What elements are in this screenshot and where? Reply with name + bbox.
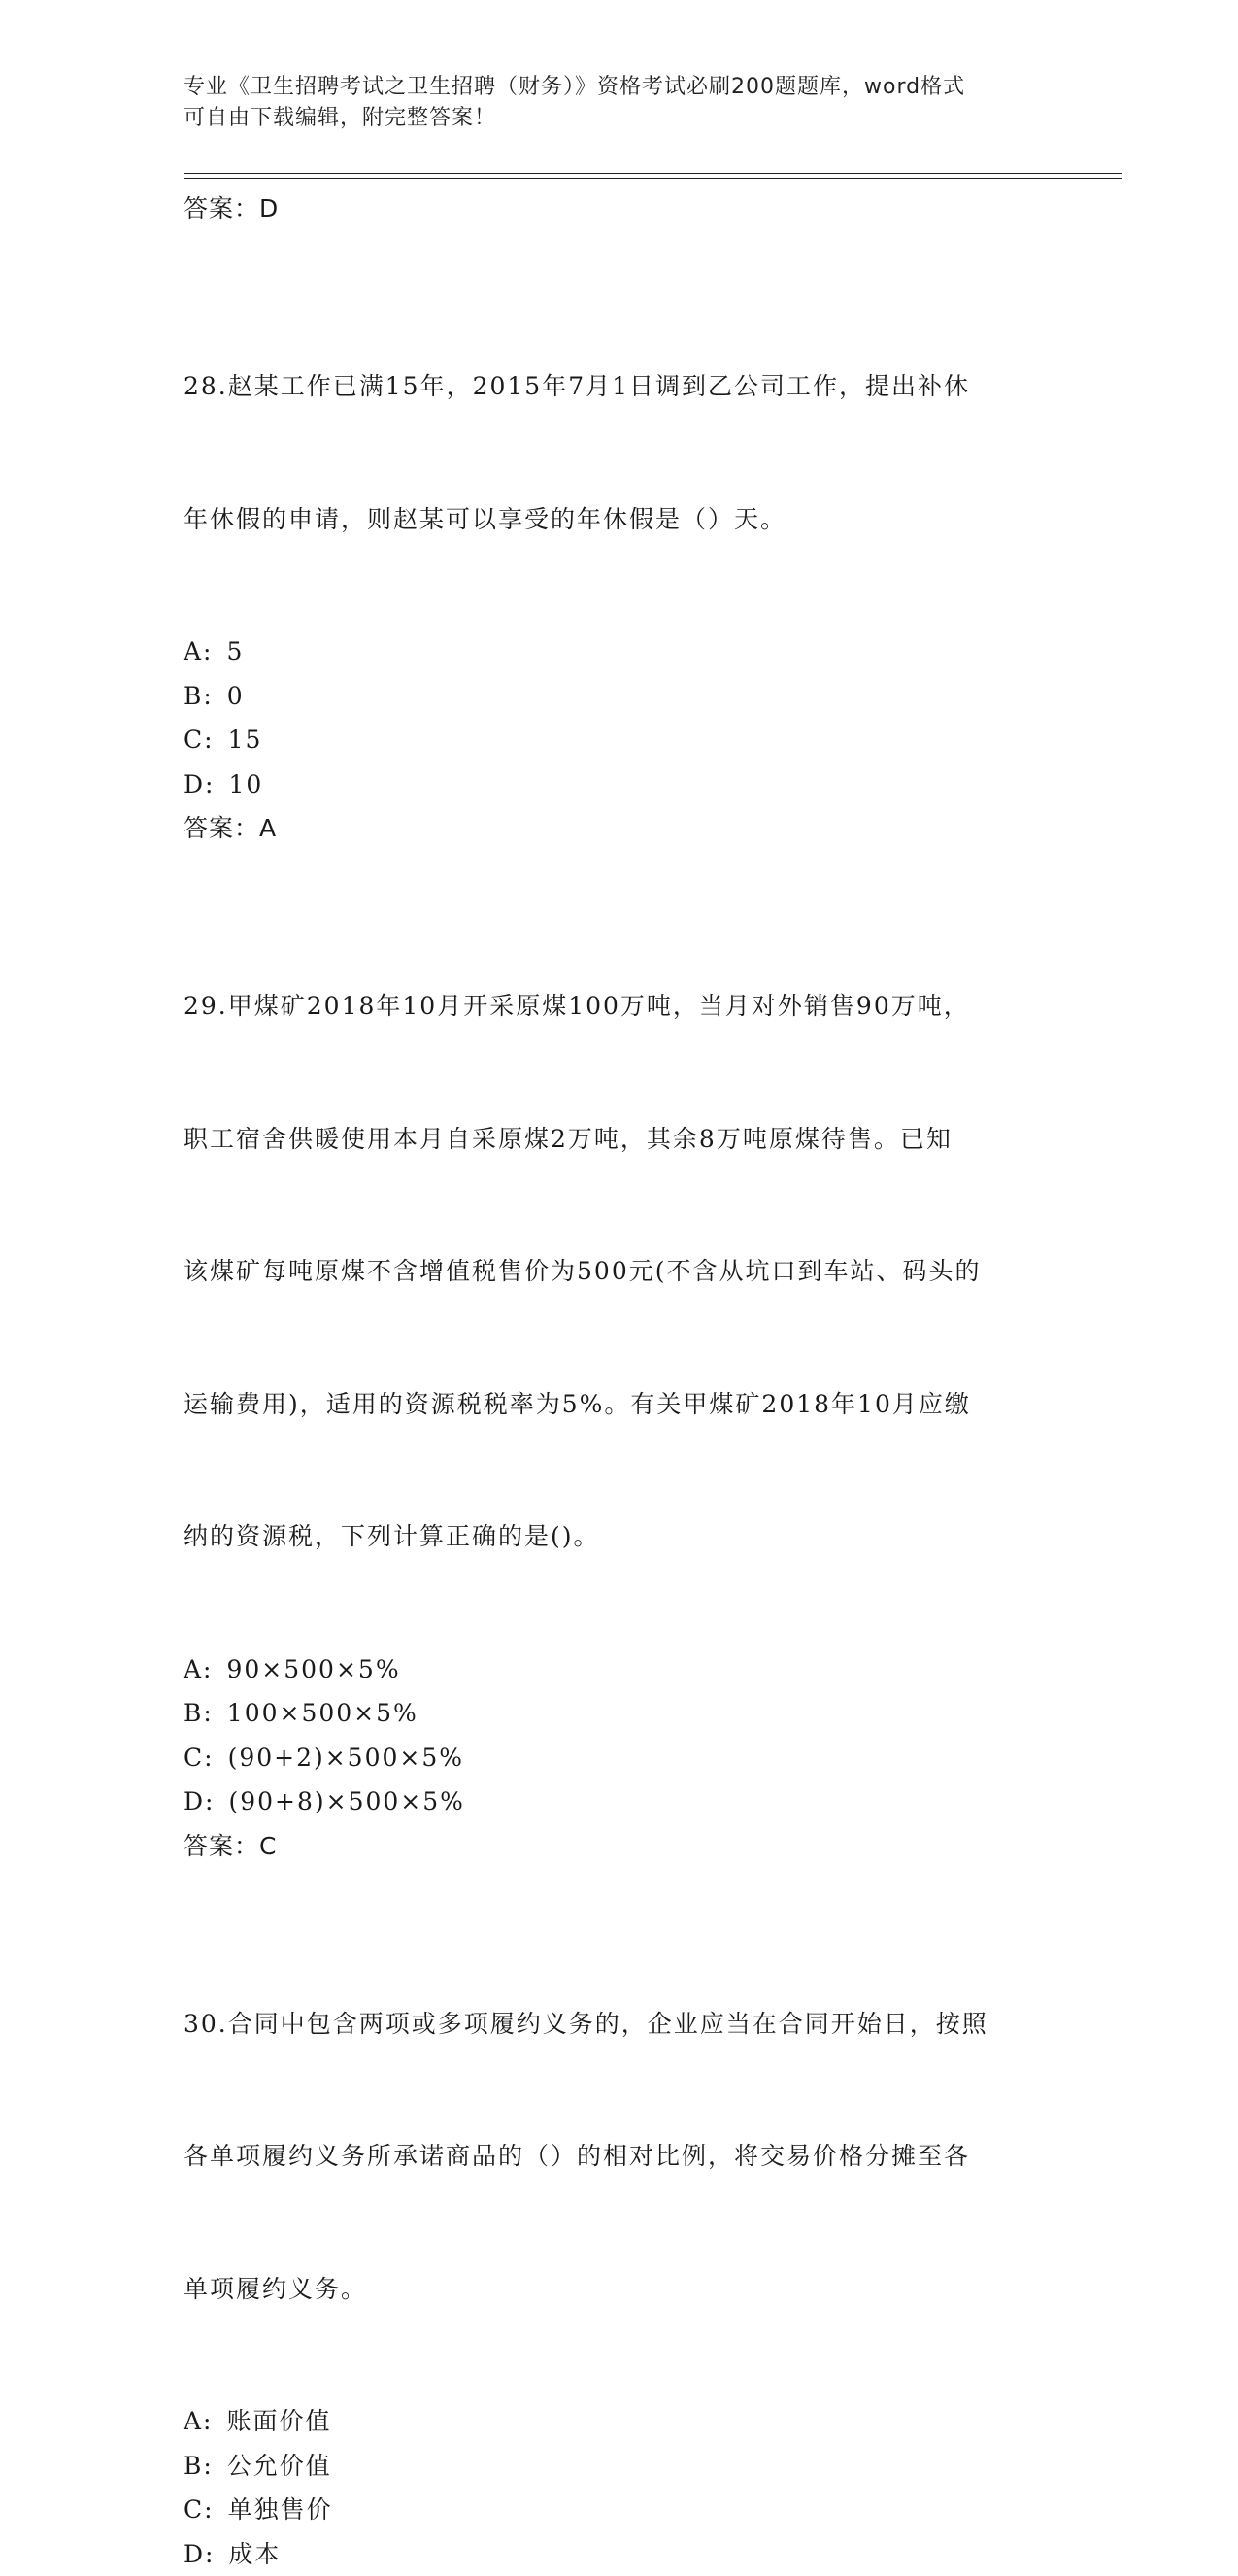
option-text: 0: [227, 674, 245, 719]
question-line: 30.合同中包含两项或多项履约义务的，企业应当在合同开始日，按照: [184, 2002, 1057, 2047]
header-divider-bottom: [184, 178, 1122, 179]
option-letter: C:: [184, 1736, 215, 1780]
header-divider-top: [184, 173, 1122, 174]
option-text: (90+2)×500×5%: [228, 1736, 464, 1780]
header-line-1: 专业《卫生招聘考试之卫生招聘（财务）》资格考试必刷200题题库，word格式: [184, 72, 1057, 103]
option-letter: A:: [184, 629, 213, 674]
question-28: [184, 276, 1057, 851]
option-text: 账面价值: [226, 2399, 331, 2444]
question-text: [184, 276, 1057, 629]
question-answer: 答案：A: [184, 806, 1057, 851]
option-a: [184, 1647, 1057, 1692]
option-d: [184, 1779, 1057, 1824]
option-b: [184, 2444, 1057, 2489]
option-text: 10: [228, 763, 263, 807]
option-text: 90×500×5%: [226, 1647, 400, 1692]
question-line: 28.赵某工作已满15年，2015年7月1日调到乙公司工作，提出补休: [184, 364, 1057, 409]
option-a: [184, 2399, 1057, 2444]
question-line: 运输费用)，适用的资源税税率为5%。有关甲煤矿2018年10月应缴: [184, 1382, 1057, 1427]
option-c: [184, 1736, 1057, 1780]
question-line: 纳的资源税，下列计算正确的是()。: [184, 1514, 1057, 1559]
option-letter: C:: [184, 2488, 215, 2532]
option-letter: D:: [184, 1779, 215, 1824]
question-line: 年休假的申请，则赵某可以享受的年休假是（）天。: [184, 497, 1057, 542]
option-c: [184, 2488, 1057, 2532]
header-line-2: 可自由下载编辑，附完整答案！: [184, 103, 1057, 134]
option-letter: C:: [184, 718, 215, 763]
option-letter: A:: [184, 1647, 213, 1692]
option-text: 公允价值: [227, 2444, 332, 2489]
option-text: (90+8)×500×5%: [228, 1779, 464, 1824]
question-line: 该煤矿每吨原煤不含增值税售价为500元(不含从坑口到车站、码头的: [184, 1249, 1057, 1294]
option-b: [184, 674, 1057, 719]
question-30: [184, 1914, 1057, 2576]
option-letter: A:: [184, 2399, 213, 2444]
question-line: 各单项履约义务所承诺商品的（）的相对比例，将交易价格分摊至各: [184, 2134, 1057, 2179]
option-text: 100×500×5%: [227, 1691, 418, 1736]
option-letter: B:: [184, 1691, 214, 1736]
option-text: 15: [228, 718, 263, 763]
document-body: [184, 186, 1057, 2576]
question-line: 29.甲煤矿2018年10月开采原煤100万吨，当月对外销售90万吨，: [184, 984, 1057, 1029]
question-answer: 答案：C: [184, 1824, 1057, 1869]
option-b: [184, 1691, 1057, 1736]
question-line: 职工宿舍供暖使用本月自采原煤2万吨，其余8万吨原煤待售。已知: [184, 1117, 1057, 1162]
option-d: [184, 763, 1057, 807]
question-line: 单项履约义务。: [184, 2267, 1057, 2312]
option-text: 5: [226, 629, 244, 674]
question-text: [184, 896, 1057, 1647]
option-text: 成本: [228, 2532, 281, 2576]
question-text: [184, 1914, 1057, 2400]
option-letter: B:: [184, 2444, 214, 2489]
question-29: [184, 896, 1057, 1869]
previous-answer: 答案：D: [184, 186, 1057, 231]
option-d: [184, 2532, 1057, 2576]
option-a: [184, 629, 1057, 674]
option-text: 单独售价: [228, 2488, 333, 2532]
page-header: [184, 72, 1057, 134]
option-letter: D:: [184, 2532, 215, 2576]
option-c: [184, 718, 1057, 763]
option-letter: D:: [184, 763, 215, 807]
option-letter: B:: [184, 674, 214, 719]
